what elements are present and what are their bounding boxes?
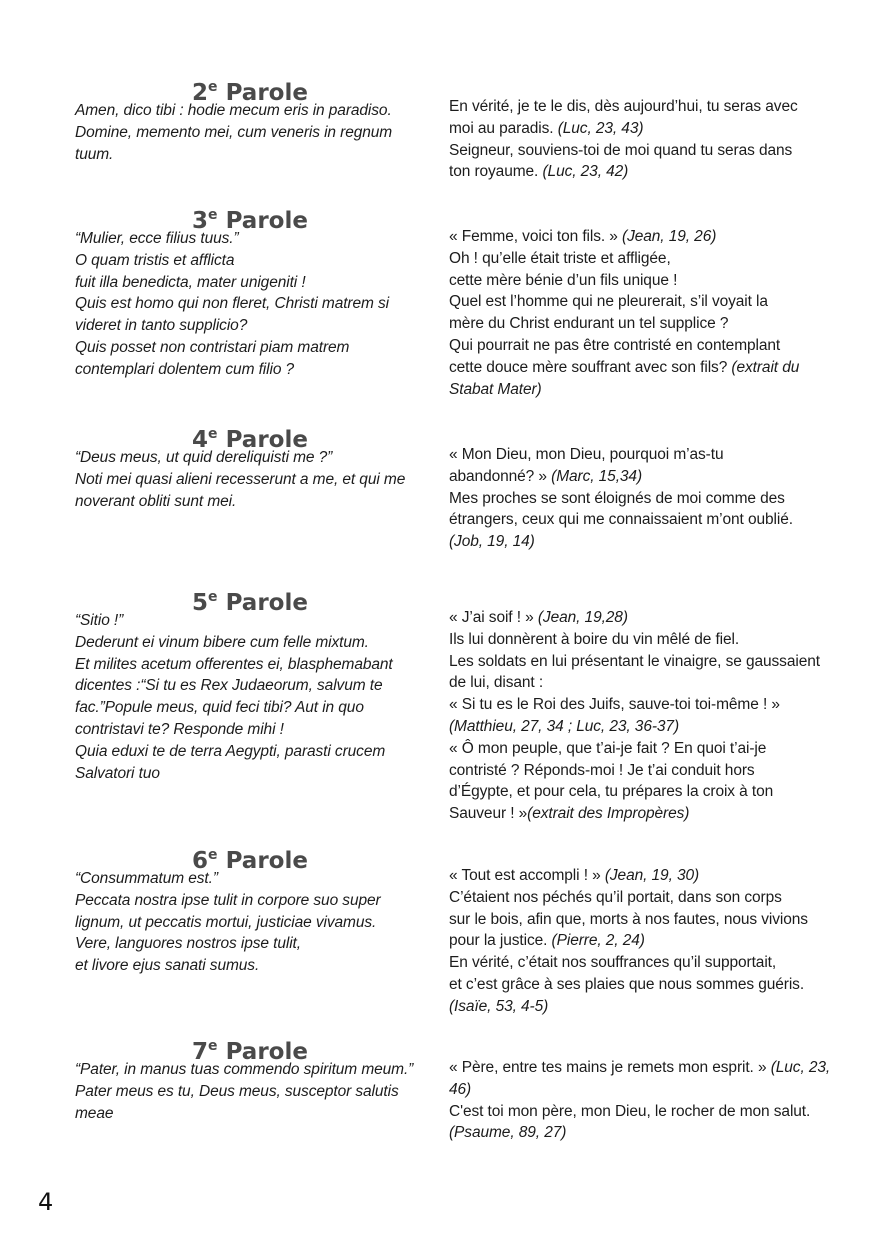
french-line: cette douce mère souffrant avec son fils? (extrait du bbox=[449, 358, 800, 376]
latin-line: “Sitio !” bbox=[75, 612, 124, 629]
french-line: C’étaient nos péchés qu’il portait, dans son corps bbox=[449, 888, 782, 906]
french-line: Les soldats en lui présentant le vinaigre, se gaussaient bbox=[449, 652, 820, 670]
french-line: « Ô mon peuple, que t’ai-je fait ? En quoi t’ai-je bbox=[449, 739, 767, 757]
section-heading: 5e Parole bbox=[192, 589, 308, 616]
french-line: étrangers, ceux qui me connaissaient m’ont oublié. bbox=[449, 511, 793, 529]
latin-line: Amen, dico tibi : hodie mecum eris in paradiso. bbox=[75, 102, 392, 119]
scripture-reference: (Jean, 19,28) bbox=[537, 609, 628, 626]
latin-text bbox=[75, 447, 425, 512]
page-number: 4 bbox=[38, 1188, 54, 1216]
scripture-reference: (Marc, 15,34) bbox=[551, 467, 643, 485]
french-line: d’Égypte, et pour cela, tu prépares la croix à ton bbox=[449, 783, 774, 801]
french-line: mère du Christ endurant un tel supplice ? bbox=[449, 315, 729, 333]
section-heading: 3e Parole bbox=[192, 207, 308, 234]
scripture-reference: (Luc, 23, 42) bbox=[542, 163, 629, 181]
french-line: abandonné? » (Marc, 15,34) bbox=[449, 467, 643, 485]
latin-text bbox=[75, 228, 425, 381]
latin-line: “Consummatum est.” bbox=[75, 870, 218, 887]
french-line: Seigneur, souviens-toi de moi quand tu seras dans bbox=[449, 141, 793, 159]
latin-line: Dederunt ei vinum bibere cum felle mixtum. bbox=[75, 633, 369, 651]
latin-text bbox=[75, 868, 425, 977]
scripture-reference: (Pierre, 2, 24) bbox=[551, 932, 645, 950]
section-heading: 7e Parole bbox=[192, 1038, 308, 1065]
french-line bbox=[449, 716, 819, 738]
french-line: « Mon Dieu, mon Dieu, pourquoi m’as-tu bbox=[449, 446, 724, 463]
french-line: En vérité, je te le dis, dès aujourd’hui, tu seras avec bbox=[449, 98, 798, 115]
french-line: En vérité, c’était nos souffrances qu’il supportait, bbox=[449, 954, 777, 972]
latin-line: Salvatori tuo bbox=[75, 764, 160, 782]
french-line: pour la justice. (Pierre, 2, 24) bbox=[449, 932, 645, 950]
french-line: « J’ai soif ! » (Jean, 19,28) bbox=[449, 609, 628, 626]
french-line: sur le bois, afin que, morts à nos fautes, nous vivions bbox=[449, 910, 808, 928]
scripture-reference: (extrait du bbox=[731, 358, 800, 376]
latin-line: contristavi te? Responde mihi ! bbox=[75, 720, 284, 738]
french-line: « Tout est accompli ! » (Jean, 19, 30) bbox=[449, 867, 700, 884]
latin-line: fac.”Popule meus, quid feci tibi? Aut in quo bbox=[75, 699, 364, 717]
latin-line: fuit illa benedicta, mater unigeniti ! bbox=[75, 273, 306, 291]
latin-line: lignum, ut peccatis mortui, justiciae vivamus. bbox=[75, 913, 377, 931]
latin-line: O quam tristis et afflicta bbox=[75, 251, 235, 269]
french-text bbox=[449, 96, 819, 183]
latin-line: Vere, languores nostros ipse tulit, bbox=[75, 935, 301, 953]
french-text bbox=[449, 607, 819, 825]
latin-line: “Mulier, ecce filius tuus.” bbox=[75, 230, 239, 247]
french-line: « Père, entre tes mains je remets mon esprit. » (Luc, 23, bbox=[449, 1059, 831, 1076]
french-line: cette mère bénie d’un fils unique ! bbox=[449, 271, 678, 289]
latin-line: Pater meus es tu, Deus meus, susceptor salutis bbox=[75, 1082, 399, 1100]
section-heading: 2e Parole bbox=[192, 79, 308, 106]
french-line: ton royaume. (Luc, 23, 42) bbox=[449, 163, 629, 181]
latin-line: Et milites acetum offerentes ei, blasphemabant bbox=[75, 655, 393, 673]
french-line bbox=[449, 1079, 819, 1101]
scripture-reference: Stabat Mater) bbox=[449, 380, 542, 398]
latin-line: “Deus meus, ut quid dereliquisti me ?” bbox=[75, 449, 333, 466]
french-line bbox=[449, 379, 819, 401]
scripture-reference: (Luc, 23, 43) bbox=[557, 119, 644, 137]
section-heading: 4e Parole bbox=[192, 426, 308, 453]
latin-line: contemplari dolentem cum filio ? bbox=[75, 360, 295, 378]
french-line bbox=[449, 996, 819, 1018]
latin-line: Peccata nostra ipse tulit in corpore suo super bbox=[75, 891, 381, 909]
section-heading: 6e Parole bbox=[192, 847, 308, 874]
french-line: C'est toi mon père, mon Dieu, le rocher de mon salut. bbox=[449, 1102, 811, 1120]
french-line: Qui pourrait ne pas être contristé en contemplant bbox=[449, 336, 781, 354]
latin-line: Quia eduxi te de terra Aegypti, parasti crucem bbox=[75, 742, 386, 760]
french-line: Sauveur ! »(extrait des Impropères) bbox=[449, 805, 690, 823]
latin-text bbox=[75, 610, 425, 784]
latin-line: Quis est homo qui non fleret, Christi matrem si bbox=[75, 295, 390, 313]
french-line: de lui, disant : bbox=[449, 674, 544, 692]
french-text bbox=[449, 1057, 831, 1144]
french-text bbox=[449, 865, 819, 1018]
latin-line: Quis posset non contristari piam matrem bbox=[75, 338, 350, 356]
french-line: « Femme, voici ton fils. » (Jean, 19, 26) bbox=[449, 228, 717, 245]
scripture-reference: (Matthieu, 27, 34 ; Luc, 23, 36-37) bbox=[449, 717, 679, 735]
latin-line: et livore ejus sanati sumus. bbox=[75, 957, 260, 975]
scripture-reference: (Luc, 23, bbox=[770, 1059, 831, 1076]
latin-line: Domine, memento mei, cum veneris in regnum bbox=[75, 123, 393, 141]
french-line: « Si tu es le Roi des Juifs, sauve-toi toi-même ! » bbox=[449, 696, 780, 714]
french-line: Quel est l’homme qui ne pleurerait, s’il voyait la bbox=[449, 293, 768, 311]
french-line bbox=[449, 531, 819, 553]
scripture-reference: (Isaïe, 53, 4-5) bbox=[449, 997, 549, 1015]
latin-line: Noti mei quasi alieni recesserunt a me, et qui me bbox=[75, 470, 406, 488]
french-line bbox=[449, 1122, 819, 1144]
scripture-reference: (extrait des Impropères) bbox=[527, 805, 690, 823]
latin-line: tuum. bbox=[75, 145, 114, 163]
latin-line: meae bbox=[75, 1104, 114, 1122]
french-text bbox=[449, 226, 819, 400]
french-line: Oh ! qu’elle était triste et affligée, bbox=[449, 249, 671, 267]
french-line: contristé ? Réponds-moi ! Je t’ai conduit hors bbox=[449, 761, 755, 779]
latin-text bbox=[75, 1059, 425, 1124]
french-line: moi au paradis. (Luc, 23, 43) bbox=[449, 119, 644, 137]
french-line: et c’est grâce à ses plaies que nous sommes guéris. bbox=[449, 975, 805, 993]
french-line: Ils lui donnèrent à boire du vin mêlé de fiel. bbox=[449, 630, 740, 648]
french-text bbox=[449, 444, 819, 553]
latin-line: “Pater, in manus tuas commendo spiritum meum.” bbox=[75, 1061, 414, 1078]
scripture-reference: (Jean, 19, 30) bbox=[604, 867, 700, 884]
french-line: Mes proches se sont éloignés de moi comme des bbox=[449, 489, 785, 507]
scripture-reference: (Psaume, 89, 27) bbox=[449, 1124, 567, 1142]
scripture-reference: (Job, 19, 14) bbox=[449, 533, 535, 551]
scripture-reference: 46) bbox=[449, 1080, 472, 1098]
scripture-reference: (Jean, 19, 26) bbox=[622, 228, 717, 245]
latin-text bbox=[75, 100, 425, 165]
latin-line: videret in tanto supplicio? bbox=[75, 317, 248, 335]
latin-line: dicentes :“Si tu es Rex Judaeorum, salvum te bbox=[75, 677, 383, 695]
latin-line: noverant obliti sunt mei. bbox=[75, 492, 237, 510]
